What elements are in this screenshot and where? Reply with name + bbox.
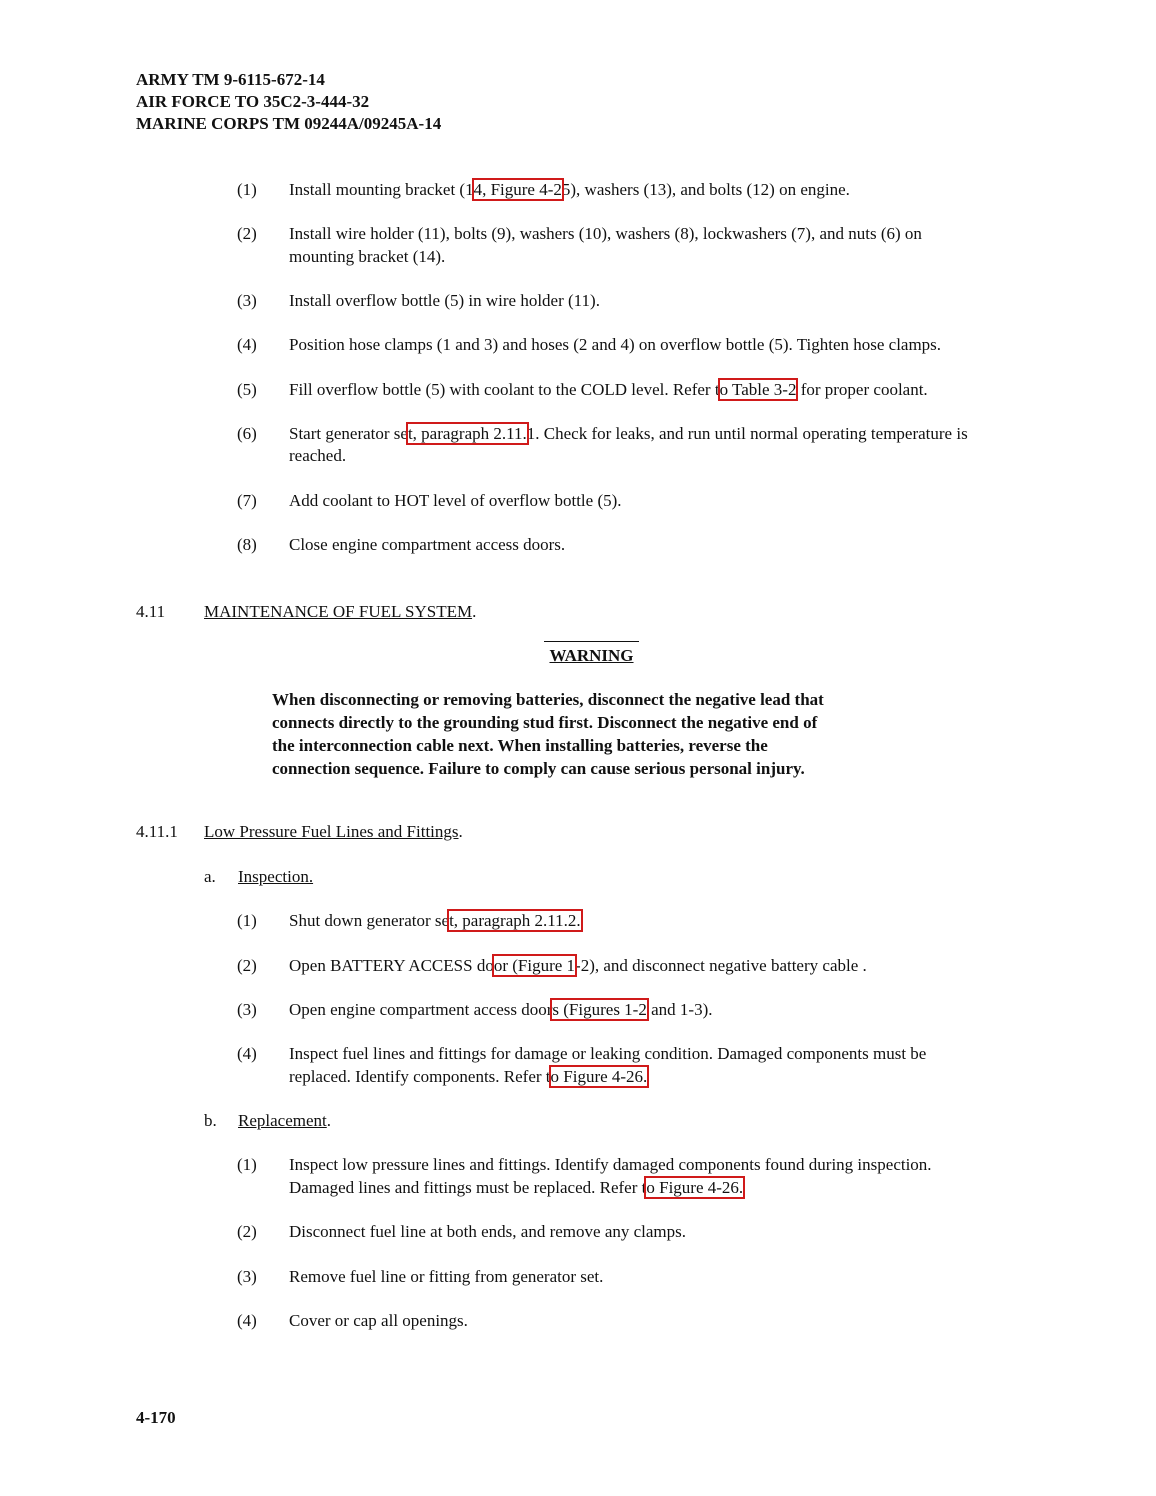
inspection-step-3 bbox=[289, 998, 712, 1021]
step-number: (1) bbox=[237, 180, 257, 199]
step-number: (1) bbox=[237, 1155, 257, 1174]
figure-1-2-link[interactable]: or (Figure 1 bbox=[493, 956, 576, 975]
replacement-step-1-line2 bbox=[289, 1176, 743, 1199]
warning-line: When disconnecting or removing batteries, disconnect the negative lead that bbox=[272, 690, 824, 709]
inspection-step-1 bbox=[289, 909, 581, 932]
step-text: Start generator se bbox=[289, 424, 408, 443]
header-line-airforce: AIR FORCE TO 35C2-3-444-32 bbox=[136, 92, 370, 111]
inspection-step-2 bbox=[289, 954, 867, 977]
step-number: (2) bbox=[237, 956, 257, 975]
paragraph-2-11-2-link[interactable]: t, paragraph 2.11.2. bbox=[449, 911, 581, 930]
section-heading-fuel-system bbox=[204, 600, 476, 623]
install-step-3: Install overflow bottle (5) in wire holder (11). bbox=[289, 291, 600, 310]
step-number: (5) bbox=[237, 380, 257, 399]
step-number: (3) bbox=[237, 1267, 257, 1286]
subsection-number: 4.11.1 bbox=[136, 822, 178, 841]
step-text: Fill overflow bottle (5) with coolant to the COLD level. Refer t bbox=[289, 380, 720, 399]
subsection-title: Low Pressure Fuel Lines and Fittings bbox=[204, 822, 459, 841]
step-text: Shut down generator se bbox=[289, 911, 450, 930]
step-number: (3) bbox=[237, 291, 257, 310]
figure-4-26-link[interactable]: o Figure 4-26. bbox=[646, 1178, 744, 1197]
page-number: 4-170 bbox=[136, 1408, 176, 1427]
inspection-heading: Inspection. bbox=[238, 867, 314, 886]
step-text: 1. Check for leaks, and run until normal operating temperature is bbox=[526, 424, 968, 443]
inspection-step-4-line1: Inspect fuel lines and fittings for damage or leaking condition. Damaged components must be bbox=[289, 1044, 927, 1063]
section-title: MAINTENANCE OF FUEL SYSTEM bbox=[204, 602, 473, 621]
step-text: Damaged lines and fittings must be replaced. Refer t bbox=[289, 1178, 647, 1197]
step-text: for proper coolant. bbox=[796, 380, 928, 399]
warning-line: connection sequence. Failure to comply can cause serious personal injury. bbox=[272, 759, 805, 778]
install-step-2-line2: mounting bracket (14). bbox=[289, 247, 446, 266]
warning-title: WARNING bbox=[544, 641, 639, 667]
step-number: (2) bbox=[237, 224, 257, 243]
table-3-2-link[interactable]: o Table 3-2 bbox=[719, 380, 797, 399]
install-step-8: Close engine compartment access doors. bbox=[289, 535, 566, 554]
replacement-title: Replacement bbox=[238, 1111, 327, 1130]
install-step-6 bbox=[289, 422, 968, 445]
step-text: Install mounting bracket (1 bbox=[289, 180, 474, 199]
section-number: 4.11 bbox=[136, 602, 166, 621]
header-line-army: ARMY TM 9-6115-672-14 bbox=[136, 70, 325, 89]
install-step-1 bbox=[289, 178, 850, 201]
figure-4-26-link[interactable]: o Figure 4-26. bbox=[550, 1067, 648, 1086]
step-number: (1) bbox=[237, 911, 257, 930]
item-letter: b. bbox=[204, 1111, 217, 1130]
heading-suffix: . bbox=[472, 602, 477, 621]
figures-1-2-link[interactable]: s (Figures 1-2 bbox=[552, 1000, 647, 1019]
install-step-2-line1: Install wire holder (11), bolts (9), washers (10), washers (8), lockwashers (7), and nuts (6) on bbox=[289, 224, 922, 243]
heading-suffix: . bbox=[326, 1111, 331, 1130]
step-number: (2) bbox=[237, 1222, 257, 1241]
replacement-heading bbox=[238, 1109, 331, 1132]
step-number: (4) bbox=[237, 335, 257, 354]
replacement-step-4: Cover or cap all openings. bbox=[289, 1311, 468, 1330]
figure-4-25-link[interactable]: 4, Figure 4-2 bbox=[473, 180, 562, 199]
step-number: (3) bbox=[237, 1000, 257, 1019]
inspection-step-4-line2 bbox=[289, 1065, 647, 1088]
subsection-heading-fuel-lines bbox=[204, 820, 463, 843]
warning-line: connects directly to the grounding stud first. Disconnect the negative end of bbox=[272, 713, 818, 732]
item-letter: a. bbox=[204, 867, 216, 886]
install-step-6-line2: reached. bbox=[289, 446, 347, 465]
warning-body bbox=[272, 688, 912, 780]
warning-line: the interconnection cable next. When installing batteries, reverse the bbox=[272, 736, 768, 755]
header-line-marines: MARINE CORPS TM 09244A/09245A-14 bbox=[136, 114, 442, 133]
install-step-4: Position hose clamps (1 and 3) and hoses (2 and 4) on overflow bottle (5). Tighten hose clamps. bbox=[289, 335, 942, 354]
step-number: (4) bbox=[237, 1044, 257, 1063]
step-text: replaced. Identify components. Refer t bbox=[289, 1067, 551, 1086]
step-text: Open BATTERY ACCESS do bbox=[289, 956, 494, 975]
step-number: (8) bbox=[237, 535, 257, 554]
install-step-5 bbox=[289, 378, 928, 401]
step-text: Open engine compartment access door bbox=[289, 1000, 553, 1019]
step-text: 5), washers (13), and bolts (12) on engine. bbox=[561, 180, 850, 199]
step-number: (4) bbox=[237, 1311, 257, 1330]
replacement-step-3: Remove fuel line or fitting from generator set. bbox=[289, 1267, 604, 1286]
step-text: -2), and disconnect negative battery cable . bbox=[575, 956, 867, 975]
replacement-step-1-line1: Inspect low pressure lines and fittings. Identify damaged components found during inspection. bbox=[289, 1155, 932, 1174]
heading-suffix: . bbox=[458, 822, 463, 841]
paragraph-2-11-1-link[interactable]: t, paragraph 2.11. bbox=[407, 424, 527, 443]
replacement-step-2: Disconnect fuel line at both ends, and remove any clamps. bbox=[289, 1222, 687, 1241]
step-text: and 1-3). bbox=[646, 1000, 713, 1019]
install-step-7: Add coolant to HOT level of overflow bottle (5). bbox=[289, 491, 622, 510]
step-number: (7) bbox=[237, 491, 257, 510]
step-number: (6) bbox=[237, 424, 257, 443]
